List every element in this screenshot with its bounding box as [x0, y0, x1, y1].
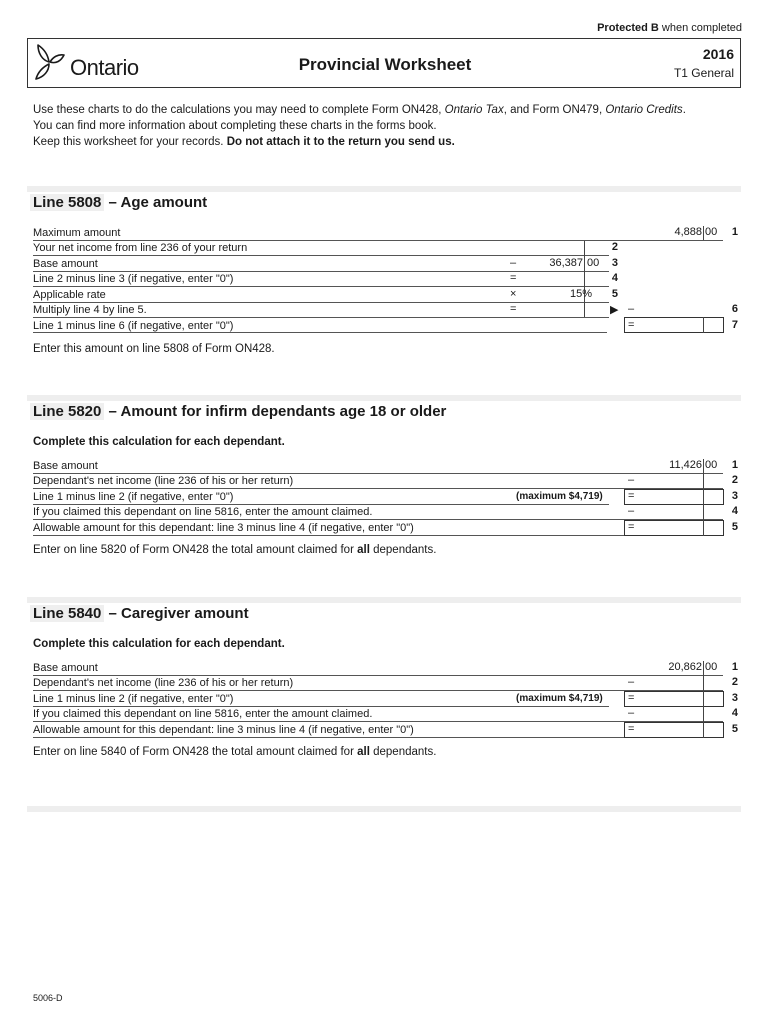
section-5820-note: Enter on line 5820 of Form ON428 the total amount claimed for all dependants. [33, 544, 437, 556]
section-divider [27, 597, 741, 603]
times-sign: × [510, 288, 517, 300]
intro-line-1: Use these charts to do the calculations you may need to complete Form ON428, Ontario Tax, and Form ON479, Ontario Credits. [33, 104, 686, 116]
intro-line-2: You can find more information about completing these charts in the forms book. [33, 120, 437, 132]
base-amount-dollars: 36,387 [549, 257, 583, 269]
line-number: 4 [731, 505, 738, 517]
line-number: 2 [731, 676, 738, 688]
max-amount-dollars: 4,888 [674, 226, 702, 238]
row-5820-2-label: Dependant's net income (line 236 of his or her return) [33, 475, 294, 487]
equals-sign: = [510, 303, 517, 315]
line-number: 5 [731, 521, 738, 533]
intro-line-3: Keep this worksheet for your records. Do not attach it to the return you send us. [33, 136, 455, 148]
line-5820-5-field[interactable] [624, 520, 724, 536]
line-5840-3-field[interactable] [624, 691, 724, 707]
row-5808-1-label: Maximum amount [33, 227, 121, 239]
line-number: 1 [731, 226, 738, 238]
row-5840-1-label: Base amount [33, 662, 98, 674]
underline [33, 240, 723, 241]
line-number: 1 [731, 459, 738, 471]
protected-b-label: Protected B when completed [597, 22, 742, 34]
form-type: T1 General [673, 66, 734, 80]
line-5820-3-field[interactable] [624, 489, 724, 505]
row-5808-2-label: Your net income from line 236 of your return [33, 242, 248, 254]
section-5820-subtitle: Complete this calculation for each dependant. [33, 436, 285, 448]
section-5840-subtitle: Complete this calculation for each dependant. [33, 638, 285, 650]
base-amount-cents: 00 [705, 459, 718, 471]
row-5820-3-label: Line 1 minus line 2 (if negative, enter "0") [33, 491, 234, 503]
row-5840-4-label: If you claimed this dependant on line 5816, enter the amount claimed. [33, 708, 373, 720]
minus-sign: – [628, 505, 635, 517]
underline [33, 488, 723, 489]
underline [33, 535, 723, 536]
line-number: 7 [731, 319, 738, 331]
underline [33, 473, 723, 474]
minus-sign: – [628, 474, 635, 486]
line-number: 6 [731, 303, 738, 315]
section-divider [27, 395, 741, 401]
arrow-icon: ▶ [610, 304, 619, 316]
cents-divider [584, 241, 585, 317]
line-number: 2 [731, 474, 738, 486]
base-amount-cents: 00 [587, 257, 600, 269]
row-5840-2-label: Dependant's net income (line 236 of his or her return) [33, 677, 294, 689]
line-number: 3 [731, 490, 738, 502]
row-5808-4-label: Line 2 minus line 3 (if negative, enter "0") [33, 273, 234, 285]
row-5808-6-label: Multiply line 4 by line 5. [33, 304, 147, 316]
section-5820-title: Line 5820 – Amount for infirm dependants age 18 or older [33, 403, 446, 420]
row-5840-3-label: Line 1 minus line 2 (if negative, enter "0") [33, 693, 234, 705]
minus-sign: – [628, 676, 635, 688]
minus-sign: – [628, 303, 635, 315]
underline [33, 690, 723, 691]
section-divider [27, 806, 741, 812]
underline [33, 302, 609, 303]
page-title: Provincial Worksheet [298, 55, 472, 74]
equals-sign: = [628, 319, 635, 331]
base-amount-cents: 00 [705, 661, 718, 673]
underline [33, 519, 723, 520]
line-number: 3 [611, 257, 618, 269]
line-number: 5 [611, 288, 618, 300]
line-number: 4 [731, 707, 738, 719]
underline [33, 737, 723, 738]
equals-sign: = [628, 521, 635, 533]
row-5808-5-label: Applicable rate [33, 289, 106, 301]
section-5808-note: Enter this amount on line 5808 of Form ON428. [33, 343, 275, 355]
line-5840-5-field[interactable] [624, 722, 724, 738]
underline [33, 706, 609, 707]
underline [33, 317, 609, 318]
underline [33, 675, 723, 676]
underline [33, 721, 723, 722]
row-5808-7-label: Line 1 minus line 6 (if negative, enter "0") [33, 320, 234, 332]
intro-text [33, 102, 686, 150]
section-5840-note: Enter on line 5840 of Form ON428 the total amount claimed for all dependants. [33, 746, 437, 758]
line-number: 2 [611, 241, 618, 253]
tax-year: 2016 [702, 46, 734, 62]
underline [33, 332, 607, 333]
equals-sign: = [628, 723, 635, 735]
line-number: 4 [611, 272, 618, 284]
form-code: 5006-D [33, 993, 63, 1003]
maximum-note: (maximum $4,719) [516, 693, 603, 704]
line-number: 5 [731, 723, 738, 735]
underline [33, 255, 609, 256]
maximum-note: (maximum $4,719) [516, 491, 603, 502]
underline [33, 286, 609, 287]
equals-sign: = [628, 490, 635, 502]
line-5808-result-field[interactable] [624, 317, 724, 333]
underline [33, 504, 609, 505]
logo-wordmark: Ontario [70, 55, 139, 80]
row-5808-3-label: Base amount [33, 258, 98, 270]
line-number: 3 [731, 692, 738, 704]
cents-divider [703, 317, 704, 333]
base-amount-dollars: 11,426 [669, 459, 702, 471]
row-5820-5-label: Allowable amount for this dependant: line 3 minus line 4 (if negative, enter "0") [33, 522, 414, 534]
cents-divider [703, 691, 704, 738]
row-5820-4-label: If you claimed this dependant on line 5816, enter the amount claimed. [33, 506, 373, 518]
row-5840-5-label: Allowable amount for this dependant: line 3 minus line 4 (if negative, enter "0") [33, 724, 414, 736]
max-amount-cents: 00 [705, 226, 718, 238]
cents-divider [703, 226, 704, 240]
equals-sign: = [628, 692, 635, 704]
applicable-rate: 15% [569, 288, 592, 300]
row-5820-1-label: Base amount [33, 460, 98, 472]
cents-divider [703, 489, 704, 536]
minus-sign: – [628, 707, 635, 719]
minus-sign: – [510, 257, 517, 269]
section-divider [27, 186, 741, 192]
underline [33, 271, 609, 272]
base-amount-dollars: 20,862 [668, 661, 702, 673]
section-5840-title: Line 5840 – Caregiver amount [33, 605, 249, 622]
equals-sign: = [510, 272, 517, 284]
line-number: 1 [731, 661, 738, 673]
section-5808-title: Line 5808 – Age amount [33, 194, 207, 211]
